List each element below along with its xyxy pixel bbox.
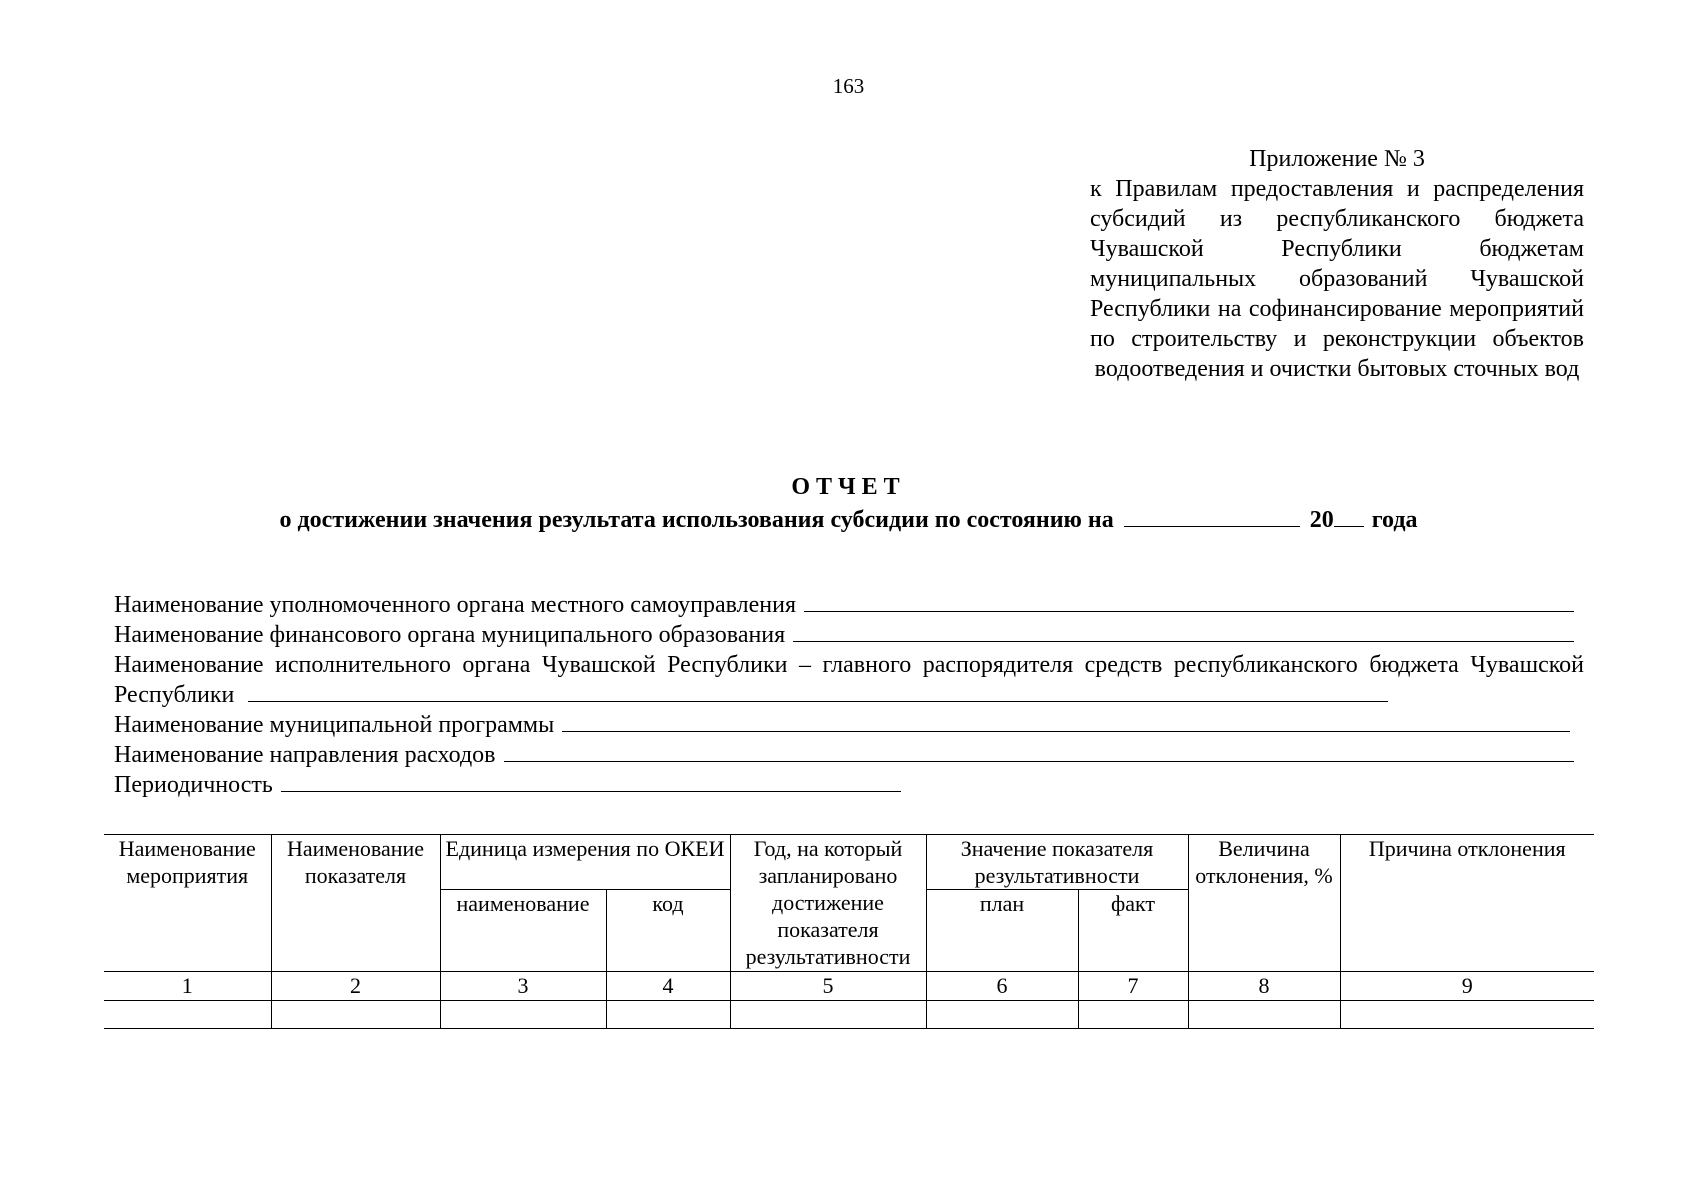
appendix-block: [1090, 144, 1584, 384]
field-program-label: Наименование муниципальной программы: [114, 712, 555, 738]
field-finance-organ-label: Наименование финансового органа муниципального образования: [114, 622, 786, 648]
column-number: 2: [271, 972, 440, 1001]
table-cell[interactable]: [104, 1001, 271, 1029]
table-numbers-row: [104, 972, 1594, 1001]
table-cell[interactable]: [1188, 1001, 1340, 1029]
field-periodicity: [114, 770, 1584, 800]
column-number: 7: [1078, 972, 1188, 1001]
field-authority-label: Наименование уполномоченного органа местного самоуправления: [114, 592, 797, 618]
col-unit-code-header: код: [606, 890, 730, 972]
table-header-row: [104, 835, 1594, 890]
report-year-blank[interactable]: [1334, 506, 1364, 527]
field-periodicity-blank[interactable]: [281, 771, 901, 792]
table-cell[interactable]: [440, 1001, 606, 1029]
report-date-blank[interactable]: [1124, 506, 1300, 527]
field-authority: [114, 590, 1584, 620]
field-periodicity-label: Периодичность: [114, 772, 273, 798]
column-number: 4: [606, 972, 730, 1001]
column-number: 3: [440, 972, 606, 1001]
col-unit-group-header: Единица измерения по ОКЕИ: [440, 835, 730, 890]
field-expense-direction: [114, 740, 1584, 770]
field-executive-organ: [114, 650, 1584, 710]
report-subtitle-suffix: года: [1371, 507, 1418, 533]
field-expense-direction-label: Наименование направления расходов: [114, 742, 496, 768]
report-table: [104, 834, 1594, 1029]
appendix-text: к Правилам предоставления и распределения субсидий из республиканского бюджета Чувашской Республики бюджетам муниципальных образований Чувашской Республики на софинансирование мероприятий по строительству и реконструкции объектов водоотведения и очистки бытовых сточных вод: [1090, 176, 1584, 382]
col-unit-name-header: наименование: [440, 890, 606, 972]
table-cell[interactable]: [271, 1001, 440, 1029]
col-indicator-name-header: Наименование показателя: [271, 835, 440, 972]
col-year-header: Год, на который запланировано достижение показателя результативности: [730, 835, 926, 972]
field-finance-organ-blank[interactable]: [793, 621, 1574, 642]
report-year-prefix: 20: [1309, 507, 1334, 533]
col-deviation-header: Величина отклонения, %: [1188, 835, 1340, 972]
report-subtitle: [0, 506, 1697, 534]
page-number: 163: [832, 74, 865, 98]
field-program: [114, 710, 1584, 740]
table-cell[interactable]: [926, 1001, 1078, 1029]
field-executive-organ-blank[interactable]: [248, 681, 1388, 702]
table-cell[interactable]: [730, 1001, 926, 1029]
table-cell[interactable]: [1078, 1001, 1188, 1029]
col-reason-header: Причина отклонения: [1340, 835, 1594, 972]
report-subtitle-prefix: о достижении значения результата использования субсидии по состоянию на: [279, 507, 1114, 533]
col-plan-header: план: [926, 890, 1078, 972]
column-number: 6: [926, 972, 1078, 1001]
report-title: ОТЧЕТ: [791, 474, 906, 500]
col-indicator-value-group-header: Значение показателя результативности: [926, 835, 1188, 890]
table-cell[interactable]: [606, 1001, 730, 1029]
column-number: 5: [730, 972, 926, 1001]
field-finance-organ: [114, 620, 1584, 650]
field-expense-direction-blank[interactable]: [504, 741, 1575, 762]
field-executive-organ-label: Наименование исполнительного органа Чувашской Республики – главного распорядителя средств республиканского бюджета Чувашской Республики: [114, 652, 1584, 708]
table-cell[interactable]: [1340, 1001, 1594, 1029]
appendix-title: Приложение № 3: [1249, 146, 1425, 172]
fields-block: [114, 590, 1584, 800]
column-number: 1: [104, 972, 271, 1001]
col-event-name-header: Наименование мероприятия: [104, 835, 271, 972]
field-program-blank[interactable]: [562, 711, 1570, 732]
col-fact-header: факт: [1078, 890, 1188, 972]
table-row: [104, 1001, 1594, 1029]
column-number: 9: [1340, 972, 1594, 1001]
field-authority-blank[interactable]: [804, 591, 1574, 612]
column-number: 8: [1188, 972, 1340, 1001]
